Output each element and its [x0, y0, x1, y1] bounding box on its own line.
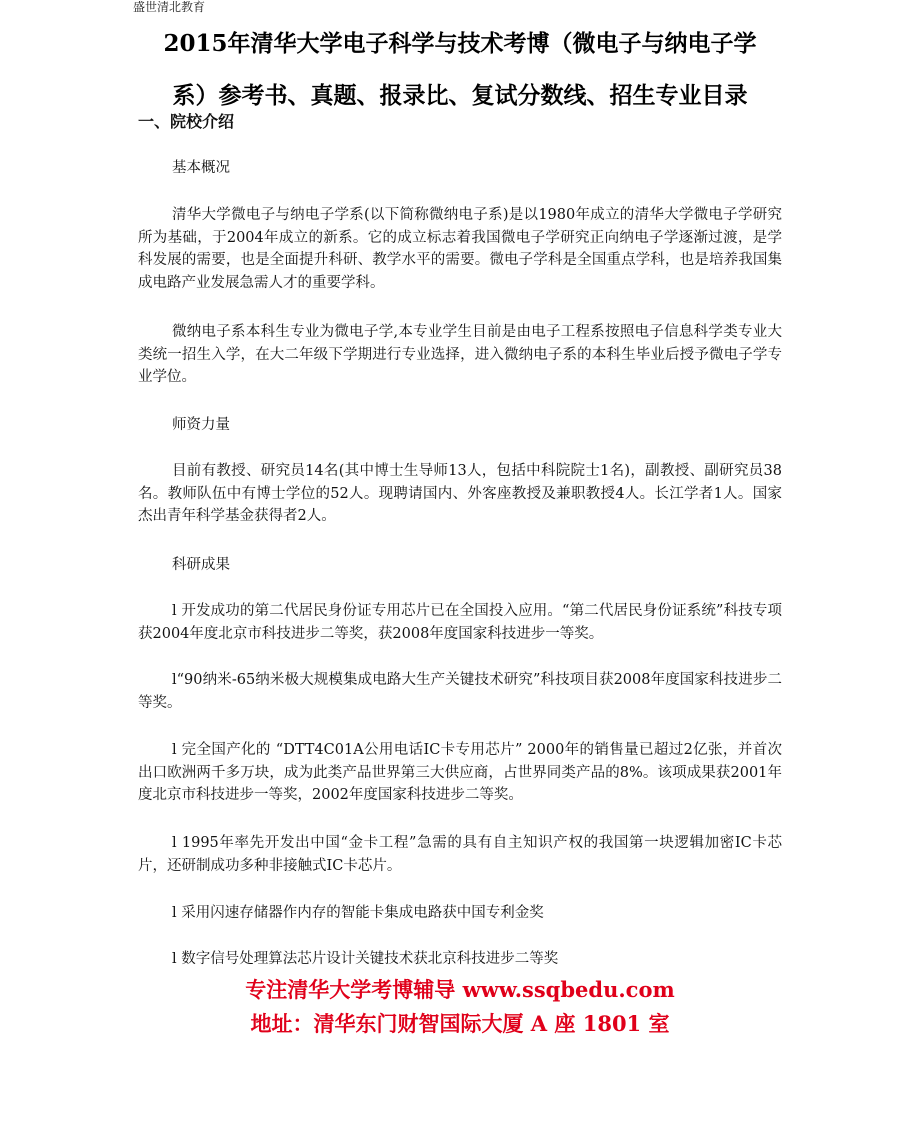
- footer-tagline-url: 专注清华大学考博辅导 www.ssqbedu.com: [245, 977, 675, 1002]
- subheading-research: 科研成果: [172, 557, 230, 573]
- header-org-name: 盛世清北教育: [133, 0, 206, 14]
- document-title: [138, 18, 782, 122]
- research-item: l 1995年率先开发出中国“金卡工程”急需的具有自主知识产权的我国第一块逻辑加密IC卡芯片，还研制成功多种非接触式IC卡芯片。: [138, 835, 782, 874]
- subheading-overview: 基本概况: [172, 160, 230, 176]
- paragraph-overview-2: 微纳电子系本科生专业为微电子学,本专业学生目前是由电子工程系按照电子信息科学类专业大类统一招生入学，在大二年级下学期进行专业选择，进入微纳电子系的本科生毕业后授予微电子学专业学位。: [138, 324, 782, 385]
- paragraph-overview-1: 清华大学微电子与纳电子学系(以下简称微纳电子系)是以1980年成立的清华大学微电子学研究所为基础，于2004年成立的新系。它的成立标志着我国微电子学研究正向纳电子学逐渐过渡，是学科发展的需要，也是全面提升科研、教学水平的需要。微电子学科是全国重点学科，也是培养我国集成电路产业发展急需人才的重要学科。: [138, 207, 782, 291]
- research-item: l 数字信号处理算法芯片设计关键技术获北京科技进步二等奖: [172, 951, 559, 967]
- subheading-faculty: 师资力量: [172, 417, 230, 433]
- title-line-1: 2015年清华大学电子科学与技术考博（微电子与纳电子学: [163, 30, 757, 57]
- research-item: l“90纳米-65纳米极大规模集成电路大生产关键技术研究”科技项目获2008年度国家科技进步二等奖。: [138, 672, 782, 711]
- paragraph-faculty: 目前有教授、研究员14名(其中博士生导师13人，包括中科院院士1名)，副教授、副研究员38名。教师队伍中有博士学位的52人。现聘请国内、外客座教授及兼职教授4人。长江学者1人。国家杰出青年科学基金获得者2人。: [138, 463, 782, 524]
- research-item: l 开发成功的第二代居民身份证专用芯片已在全国投入应用。“第二代居民身份证系统”科技专项获2004年度北京市科技进步二等奖，获2008年度国家科技进步一等奖。: [138, 603, 782, 642]
- section-heading-school-intro: 一、院校介绍: [138, 112, 235, 131]
- title-line-2: 系）参考书、真题、报录比、复试分数线、招生专业目录: [172, 82, 748, 109]
- footer-address: 地址：清华东门财智国际大厦 A 座 1801 室: [250, 1011, 670, 1036]
- research-item: l 完全国产化的 “DTT4C01A公用电话IC卡专用芯片” 2000年的销售量已超过2亿张，并首次出口欧洲两千多万块，成为此类产品世界第三大供应商，占世界同类产品的8%。该项成果获2001年度北京市科技进步一等奖，2002年度国家科技进步二等奖。: [138, 742, 782, 803]
- research-item: l 采用闪速存储器作内存的智能卡集成电路获中国专利金奖: [172, 905, 544, 921]
